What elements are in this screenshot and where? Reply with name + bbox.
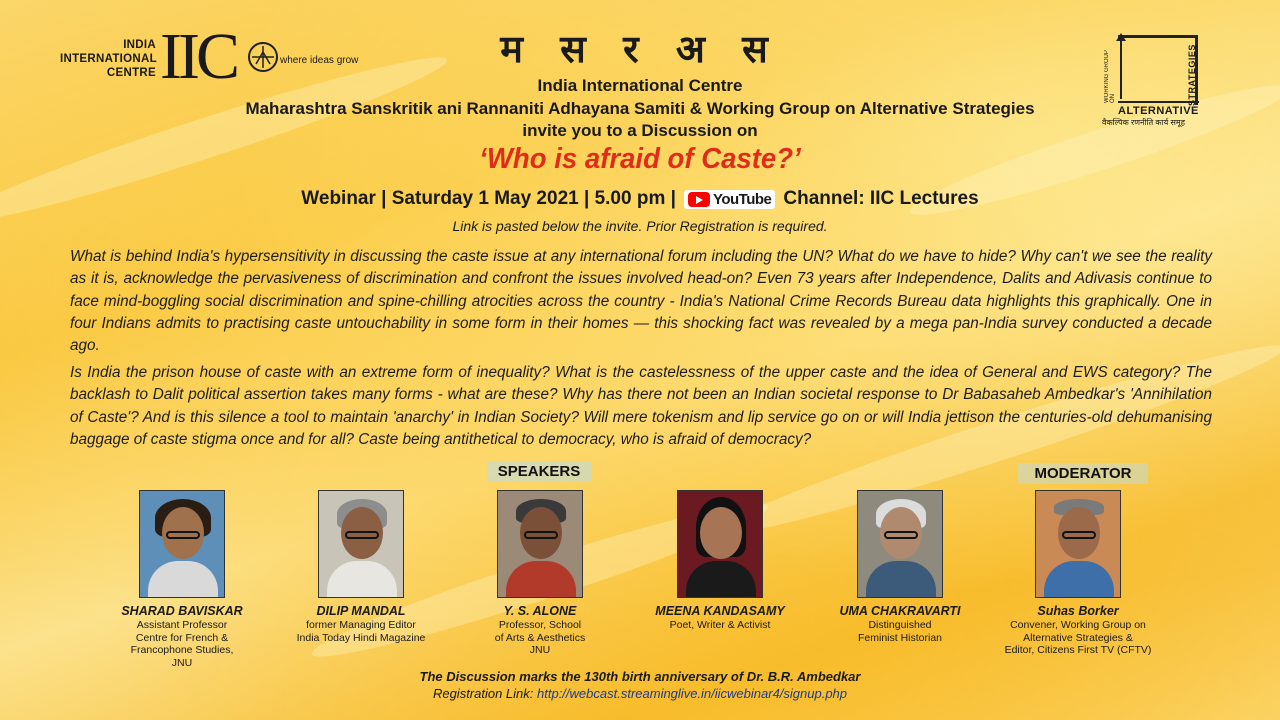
moderator-card [988,490,1168,657]
logo-hindi-text: वैकल्पिक रणनीति कार्य समूह [1102,118,1185,127]
speaker-description: Assistant Professor Centre for French & Francophone Studies, JNU [130,619,234,669]
speaker-photo [857,490,943,598]
anniversary-note: The Discussion marks the 130th birth anniversary of Dr. B.R. Ambedkar [419,669,861,684]
registration-link[interactable]: http://webcast.streaminglive.in/iicwebinar4/signup.php [537,686,848,701]
organizer-line-1: India International Centre [537,76,743,95]
registration-line [0,686,1280,701]
speaker-name: SHARAD BAVISKAR [121,604,243,618]
speaker-description: Poet, Writer & Activist [669,619,771,631]
invite-line: invite you to a Discussion on [522,121,758,140]
speaker-description: Professor, School of Arts & Aesthetics JNU [494,619,586,656]
webinar-datetime: Webinar | Saturday 1 May 2021 | 5.00 pm | [301,188,676,209]
youtube-play-icon [688,192,710,207]
logo-side-text: STRATEGIES [1187,44,1197,106]
iic-logo-text: INDIA INTERNATIONAL CENTRE [60,39,157,79]
hindi-org-title: म स र अ स [500,27,780,71]
registration-note: Link is pasted below the invite. Prior Registration is required. [452,218,828,234]
youtube-wordmark: YouTube [712,190,772,208]
speaker-card [450,490,630,657]
speaker-photo [497,490,583,598]
logo-side-small-text: WORKING GROUP ON [1104,50,1116,103]
description-paragraph-2: Is India the prison house of caste with an extreme form of inequality? What is the castelessness of the upper caste and the idea of General and EWS category? The backlash to Dalit political assertion takes many forms - what are these? Why has there not been an Indian societal response to Dr Babasaheb Ambedkar's 'Annihilation of Caste'? And is this silence a tool to maintain 'anarchy' in Indian Society? Will mere tokenism and lip service go on or will India jettison the centuries-old dehumanising baggage of caste stigma once and for all? Caste being antithetical to democracy, who is afraid of democracy? [70,364,1212,448]
youtube-logo [684,190,775,209]
registration-label: Registration Link: [432,686,538,701]
moderator-photo [1035,490,1121,598]
speaker-photo [139,490,225,598]
speaker-card [92,490,272,669]
moderator-description: Convener, Working Group on Alternative Strategies & Editor, Citizens First TV (CFTV) [1004,619,1152,656]
description-paragraph-1: What is behind India's hypersensitivity in discussing the caste issue at any international forum including the UN? What do we have to hide? Why can't we see the reality as it is, acknowledge the pervasiveness of discrimination and confront the issues involved head-on? Even 73 years after Independence, Dalits and Adivasis continue to face mind-boggling social discrimination and spine-chilling atrocities across the country - India's National Crime Records Bureau data highlights this graphically. One in four Indians admits to practising caste untouchability in some form in their homes — this shocking fact was revealed by a mega pan-India survey conducted a decade ago. [70,248,1212,355]
speaker-description: former Managing Editor India Today Hindi Magazine [296,619,426,644]
organizer-line-2: Maharashtra Sanskritik ani Rannaniti Adhayana Samiti & Working Group on Alternative Strategies [245,99,1035,118]
speaker-description: Distinguished Feminist Historian [857,619,943,644]
speaker-card [271,490,451,644]
iic-tagline: where ideas grow [280,55,359,66]
speaker-card [630,490,810,632]
channel-name: Channel: IIC Lectures [783,188,979,209]
speaker-name: UMA CHAKRAVARTI [839,604,961,618]
iic-logo-letters: IIC [160,20,236,93]
speaker-name: Y. S. ALONE [503,604,577,618]
speaker-name: MEENA KANDASAMY [655,604,785,618]
logo-word: ALTERNATIVE [1118,101,1199,117]
webinar-details [0,188,1280,210]
speaker-name: DILIP MANDAL [316,604,406,618]
event-title: ‘Who is afraid of Caste?’ [479,143,801,175]
speaker-card [810,490,990,644]
moderator-name: Suhas Borker [1037,604,1119,618]
speaker-photo [318,490,404,598]
speaker-photo [677,490,763,598]
moderator-heading: MODERATOR [1018,463,1148,484]
speakers-heading: SPEAKERS [487,461,591,482]
